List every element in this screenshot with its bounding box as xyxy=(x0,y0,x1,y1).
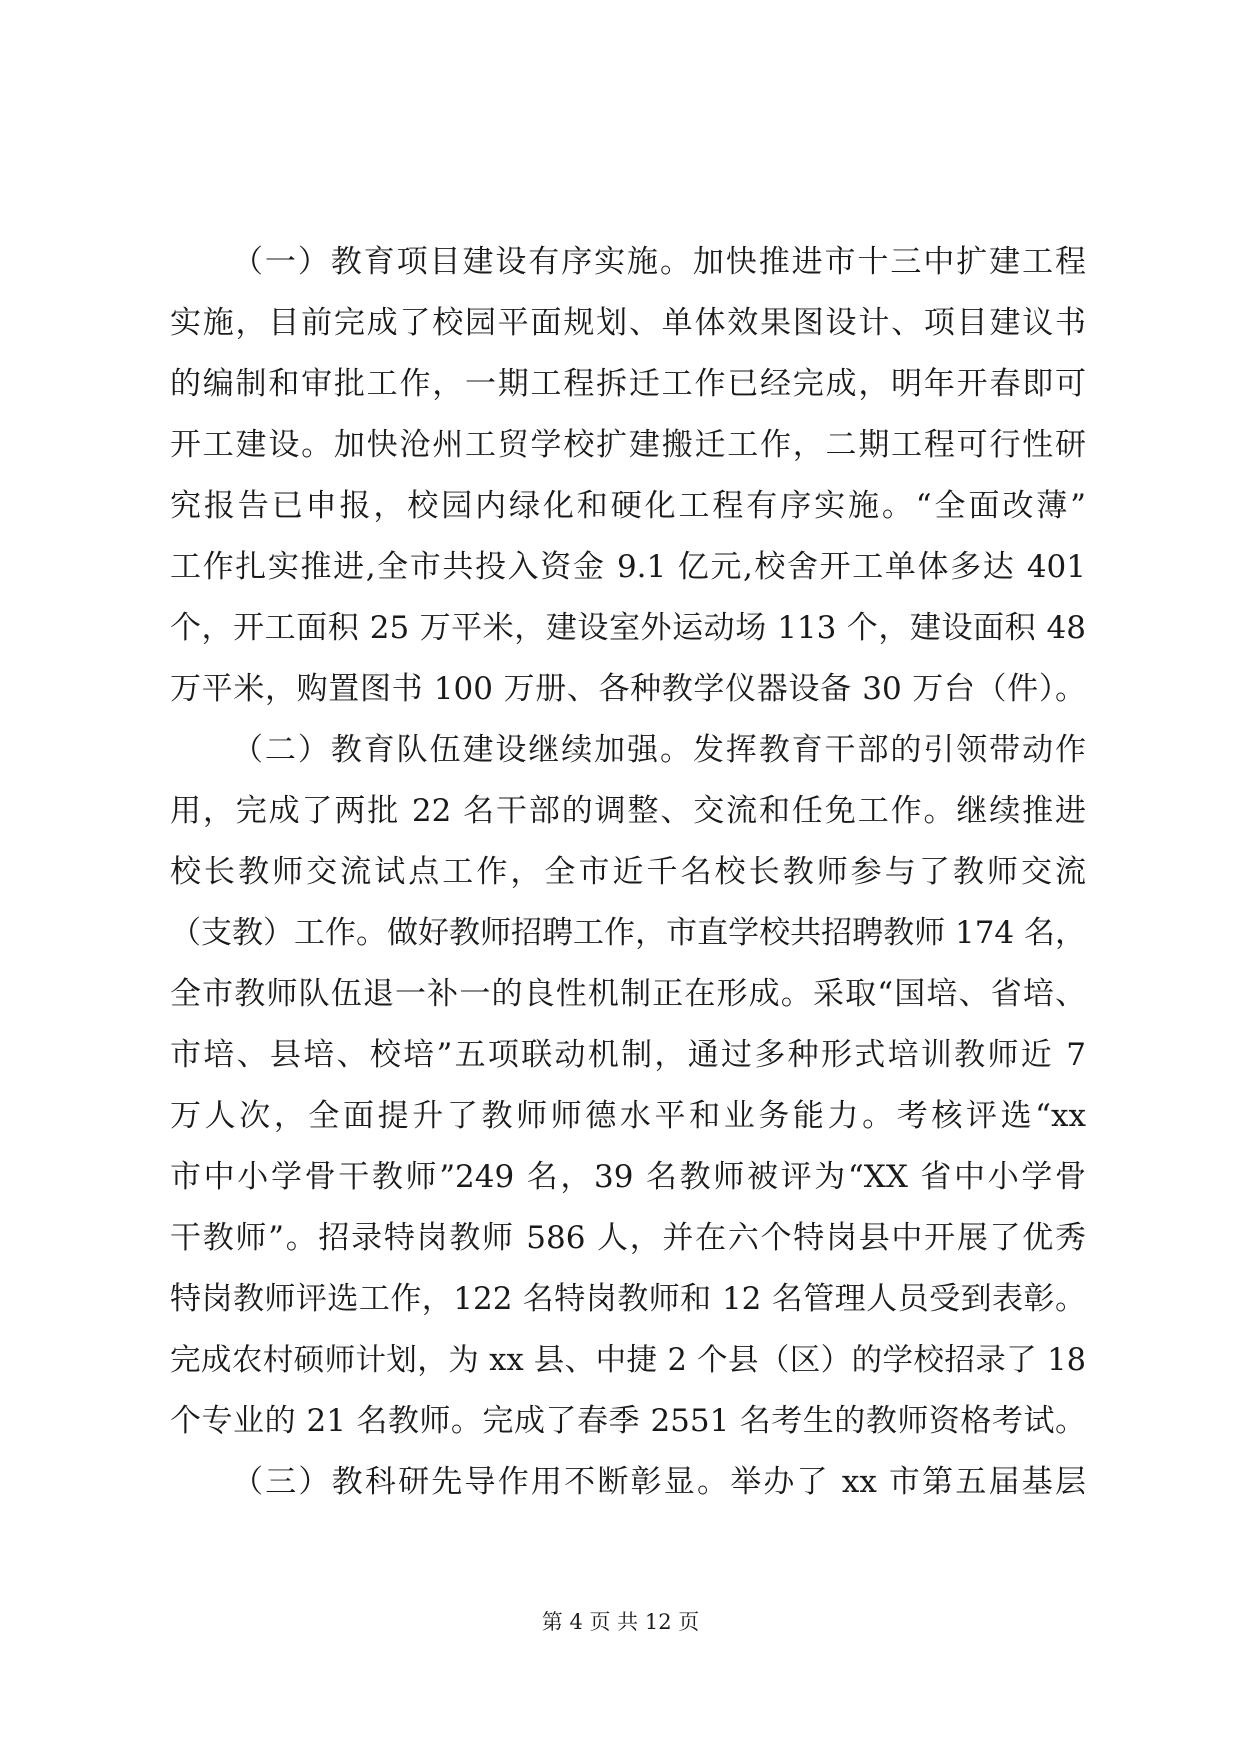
text-line: 工作扎实推进,全市共投入资金 9.1 亿元,校舍开工单体多达 401 xyxy=(170,549,1086,585)
document-body xyxy=(170,232,1086,1513)
text-line: （二）教育队伍建设继续加强。发挥教育干部的引领带动作 xyxy=(232,732,1086,768)
paragraph-1 xyxy=(170,232,1086,720)
text-line: 市培、县培、校培”五项联动机制，通过多种形式培训教师近 7 xyxy=(170,1037,1086,1073)
text-line: 全市教师队伍退一补一的良性机制正在形成。采取“国培、省培、 xyxy=(170,976,1086,1012)
page-number-footer: 第 4 页 共 12 页 xyxy=(541,1610,700,1634)
paragraph-3 xyxy=(170,1452,1086,1513)
text-line: 完成农村硕师计划，为 xx 县、中捷 2 个县（区）的学校招录了 18 xyxy=(170,1343,1086,1378)
text-line: 特岗教师评选工作，122 名特岗教师和 12 名管理人员受到表彰。 xyxy=(170,1281,1086,1317)
text-line: 个专业的 21 名教师。完成了春季 2551 名考生的教师资格考试。 xyxy=(170,1403,1086,1439)
text-line: （支教）工作。做好教师招聘工作，市直学校共招聘教师 174 名， xyxy=(170,915,1086,951)
text-line: 个，开工面积 25 万平米，建设室外运动场 113 个，建设面积 48 xyxy=(170,610,1086,646)
text-line: 万人次，全面提升了教师师德水平和业务能力。考核评选“xx xyxy=(170,1098,1086,1134)
text-line: 万平米，购置图书 100 万册、各种教学仪器设备 30 万台（件）。 xyxy=(170,671,1086,707)
text-line: （三）教科研先导作用不断彰显。举办了 xx 市第五届基层 xyxy=(232,1464,1086,1500)
text-line: 用，完成了两批 22 名干部的调整、交流和任免工作。继续推进 xyxy=(170,793,1086,829)
text-line: 实施，目前完成了校园平面规划、单体效果图设计、项目建议书 xyxy=(170,305,1086,341)
text-line: 干教师”。招录特岗教师 586 人，并在六个特岗县中开展了优秀 xyxy=(170,1220,1086,1256)
text-line: 究报告已申报，校园内绿化和硬化工程有序实施。“全面改薄” xyxy=(170,488,1086,524)
text-line: （一）教育项目建设有序实施。加快推进市十三中扩建工程 xyxy=(232,244,1086,280)
text-line: 的编制和审批工作，一期工程拆迁工作已经完成，明年开春即可 xyxy=(170,366,1086,402)
text-line: 开工建设。加快沧州工贸学校扩建搬迁工作，二期工程可行性研 xyxy=(170,427,1086,463)
paragraph-2 xyxy=(170,720,1086,1452)
text-line: 校长教师交流试点工作，全市近千名校长教师参与了教师交流 xyxy=(170,854,1086,890)
text-line: 市中小学骨干教师”249 名，39 名教师被评为“XX 省中小学骨 xyxy=(170,1159,1086,1195)
